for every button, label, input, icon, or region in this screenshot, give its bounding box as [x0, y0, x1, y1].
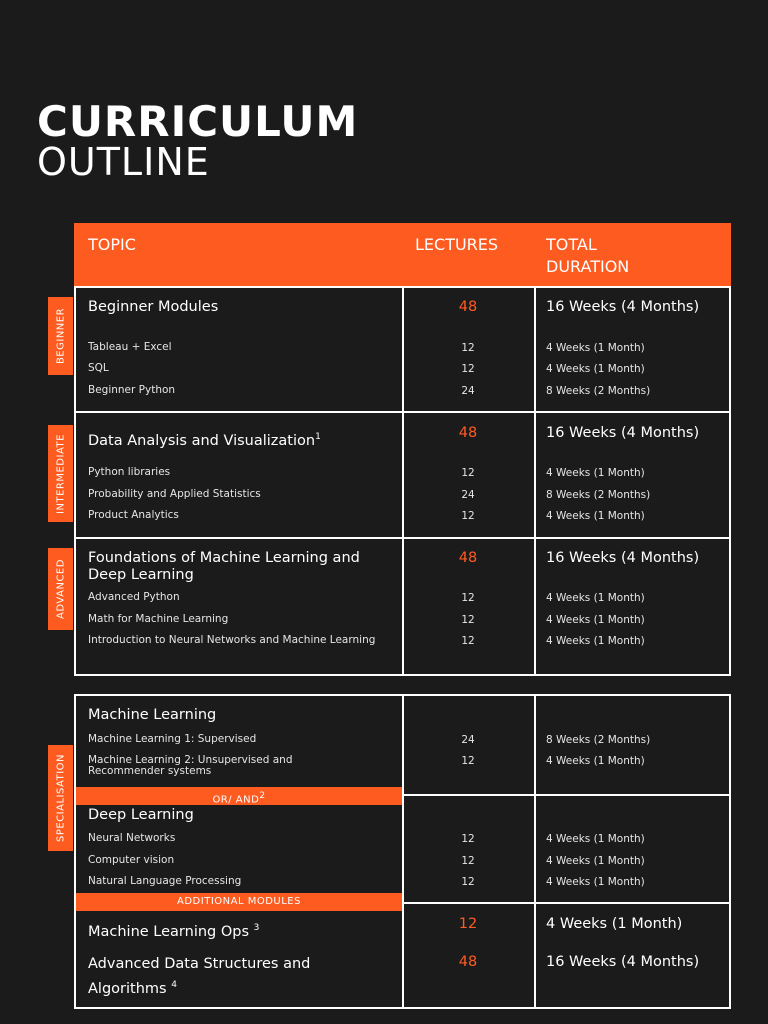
header-topic: TOPIC: [88, 235, 136, 254]
title-line1: CURRICULUM: [37, 97, 359, 146]
module-duration: 16 Weeks (4 Months): [546, 299, 700, 315]
duration-cell: 4 Weeks (1 Month): [546, 467, 645, 479]
module-duration: 16 Weeks (4 Months): [546, 425, 700, 441]
header-lectures: LECTURES: [415, 235, 499, 254]
duration-cell: 4 Weeks (1 Month): [546, 755, 645, 767]
topic-cell: Machine Learning 1: Supervised: [88, 733, 257, 745]
duration-cell: 8 Weeks (2 Months): [546, 385, 651, 397]
module-title: Data Analysis and Visualization$^1$: [88, 432, 321, 449]
lectures-cell: 24: [461, 489, 475, 501]
topic-cell: Beginner Python: [88, 384, 176, 396]
duration-cell: 4 Weeks (1 Month): [546, 614, 645, 626]
level-tag-intermediate: INTERMEDIATE: [48, 425, 73, 522]
level-tag-specialisation: SPECIALISATION: [48, 745, 73, 851]
duration-cell: 4 Weeks (1 Month): [546, 855, 645, 867]
module-lectures: 48: [458, 550, 478, 566]
duration-cell: 4 Weeks (1 Month): [546, 635, 645, 647]
row-divider: [402, 902, 731, 904]
duration-cell: 4 Weeks (1 Month): [546, 363, 645, 375]
topic-cell: Introduction to Neural Networks and Machine Learning: [88, 634, 376, 646]
topic-cell: Math for Machine Learning: [88, 613, 229, 625]
lectures-cell: 12: [461, 755, 475, 767]
duration-cell: 4 Weeks (1 Month): [546, 510, 645, 522]
lectures-cell: 24: [461, 385, 475, 397]
topic-cell: Product Analytics: [88, 509, 179, 521]
lectures-cell: 24: [461, 734, 475, 746]
row-divider: [74, 537, 731, 539]
module-lectures: 12: [458, 916, 478, 932]
header-duration-line2: DURATION: [546, 257, 630, 276]
lectures-cell: 12: [461, 467, 475, 479]
row-divider: [74, 411, 731, 413]
lectures-cell: 12: [461, 510, 475, 522]
topic-cell: Tableau + Excel: [88, 341, 172, 353]
header-duration-line1: TOTAL: [546, 235, 597, 254]
table-header: [74, 223, 731, 287]
lectures-cell: 12: [461, 855, 475, 867]
topic-cell: Probability and Applied Statistics: [88, 488, 261, 500]
module-lectures: 48: [458, 954, 478, 970]
module-title: Advanced Data Structures and Algorithms $^4$: [88, 956, 311, 997]
duration-cell: 4 Weeks (1 Month): [546, 833, 645, 845]
level-tag-beginner: BEGINNER: [48, 297, 73, 375]
module-title: Machine Learning Ops $^3$: [88, 923, 260, 940]
or-and-bar: OR/ AND$^2$: [76, 787, 402, 805]
lectures-cell: 12: [461, 363, 475, 375]
level-tag-advanced: ADVANCED: [48, 548, 73, 630]
topic-cell: Neural Networks: [88, 832, 176, 844]
topic-cell: SQL: [88, 362, 109, 374]
lectures-cell: 12: [461, 635, 475, 647]
row-divider: [402, 794, 731, 796]
lectures-cell: 12: [461, 833, 475, 845]
module-duration: 16 Weeks (4 Months): [546, 550, 700, 566]
module-title: Deep Learning: [88, 807, 194, 823]
duration-cell: 8 Weeks (2 Months): [546, 734, 651, 746]
lectures-cell: 12: [461, 876, 475, 888]
module-title: Machine Learning: [88, 707, 217, 723]
lectures-cell: 12: [461, 614, 475, 626]
title-line2: OUTLINE: [37, 140, 210, 184]
duration-cell: 4 Weeks (1 Month): [546, 342, 645, 354]
topic-cell: Advanced Python: [88, 591, 180, 603]
topic-cell: Machine Learning 2: Unsupervised and Recommender systems: [88, 754, 293, 777]
duration-cell: 4 Weeks (1 Month): [546, 592, 645, 604]
topic-cell: Python libraries: [88, 466, 171, 478]
topic-cell: Computer vision: [88, 854, 175, 866]
duration-cell: 4 Weeks (1 Month): [546, 876, 645, 888]
module-lectures: 48: [458, 425, 478, 441]
topic-cell: Natural Language Processing: [88, 875, 242, 887]
lectures-cell: 12: [461, 342, 475, 354]
duration-cell: 8 Weeks (2 Months): [546, 489, 651, 501]
column-divider: [534, 286, 536, 676]
additional-modules-bar: ADDITIONAL MODULES: [76, 893, 402, 911]
module-title: Beginner Modules: [88, 299, 219, 315]
lectures-cell: 12: [461, 592, 475, 604]
module-lectures: 48: [458, 299, 478, 315]
module-duration: 16 Weeks (4 Months): [546, 954, 700, 970]
module-title: Foundations of Machine Learning and Deep Learning: [88, 550, 360, 583]
module-duration: 4 Weeks (1 Month): [546, 916, 683, 932]
column-divider: [534, 694, 536, 1009]
